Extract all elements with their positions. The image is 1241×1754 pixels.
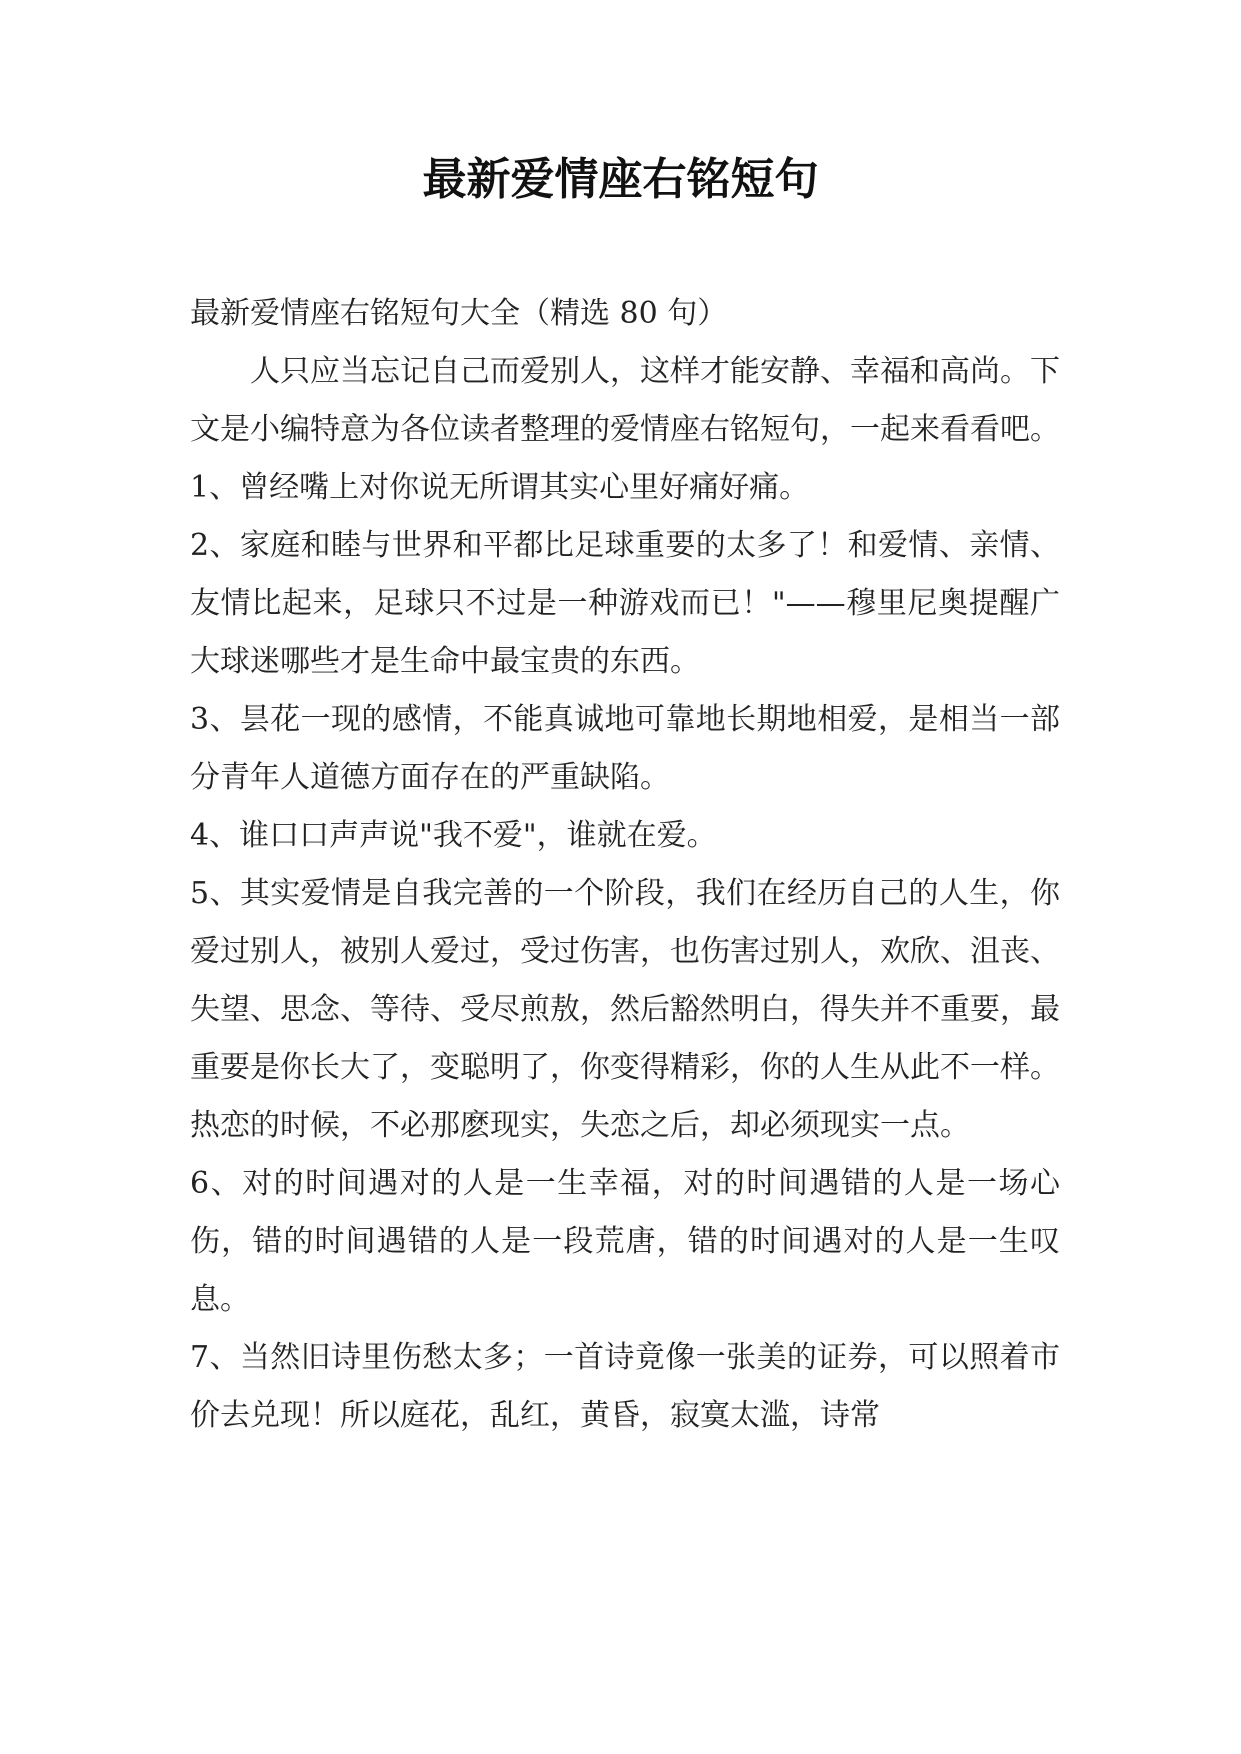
quote-paragraph-6: 6、对的时间遇对的人是一生幸福，对的时间遇错的人是一场心伤，错的时间遇错的人是一段荒唐，错的时间遇对的人是一生叹息。 bbox=[190, 1166, 1060, 1317]
document-body bbox=[190, 285, 1060, 1445]
document-title: 最新爱情座右铭短句 bbox=[422, 154, 819, 205]
quote-paragraph-2: 2、家庭和睦与世界和平都比足球重要的太多了！和爱情、亲情、友情比起来，足球只不过是一种游戏而已！"——穆里尼奥提醒广大球迷哪些才是生命中最宝贵的东西。 bbox=[190, 528, 1060, 679]
subtitle-paragraph: 最新爱情座右铭短句大全（精选 80 句） bbox=[190, 296, 728, 331]
intro-paragraph: 人只应当忘记自己而爱别人，这样才能安静、幸福和高尚。下文是小编特意为各位读者整理的爱情座右铭短句，一起来看看吧。 bbox=[190, 354, 1060, 447]
quote-paragraph-3: 3、昙花一现的感情，不能真诚地可靠地长期地相爱，是相当一部分青年人道德方面存在的严重缺陷。 bbox=[190, 702, 1060, 795]
quote-paragraph-1: 1、曾经嘴上对你说无所谓其实心里好痛好痛。 bbox=[190, 470, 810, 505]
quote-paragraph-7: 7、当然旧诗里伤愁太多；一首诗竟像一张美的证券，可以照着市价去兑现！所以庭花，乱红，黄昏，寂寞太滥，诗常 bbox=[190, 1340, 1060, 1433]
quote-paragraph-5: 5、其实爱情是自我完善的一个阶段，我们在经历自己的人生，你爱过别人，被别人爱过，受过伤害，也伤害过别人，欢欣、沮丧、失望、思念、等待、受尽煎敖，然后豁然明白，得失并不重要，最重要是你长大了，变聪明了，你变得精彩，你的人生从此不一样。热恋的时候，不必那麽现实，失恋之后，却必须现实一点。 bbox=[190, 876, 1060, 1143]
quote-paragraph-4: 4、谁口口声声说"我不爱"，谁就在爱。 bbox=[190, 818, 717, 853]
